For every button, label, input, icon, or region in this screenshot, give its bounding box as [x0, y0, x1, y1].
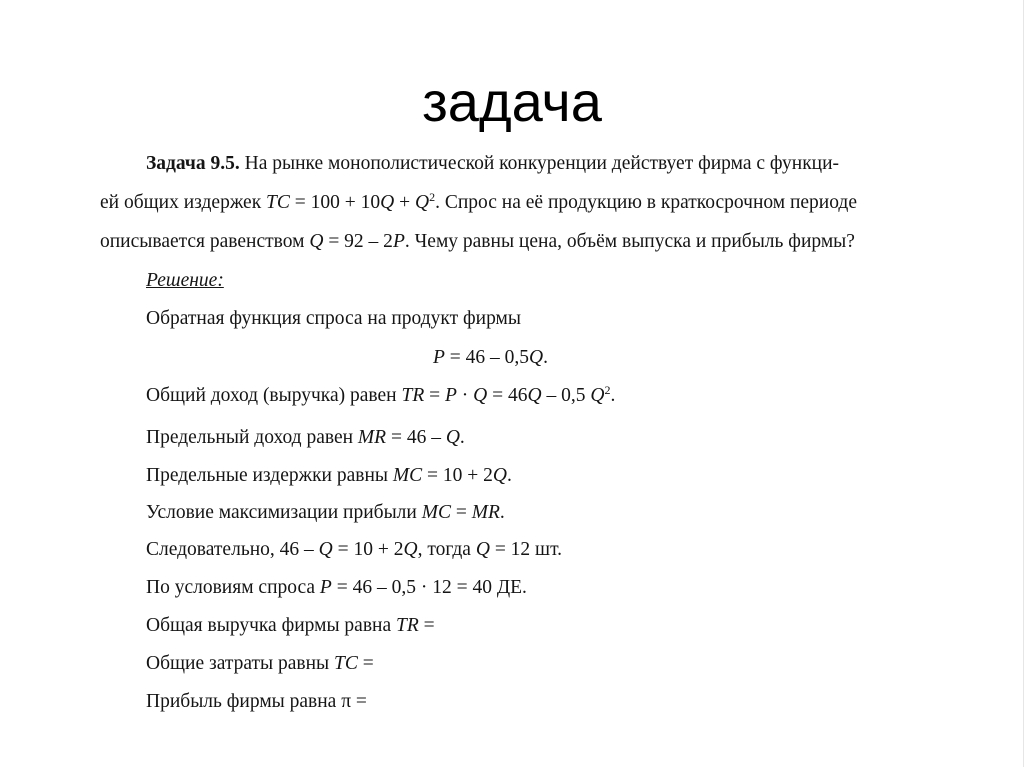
problem-line-3: описывается равенством Q = 92 – 2P. Чему равны цена, объём выпуска и прибыль фирмы?	[100, 231, 855, 252]
problem-line-1: Задача 9.5. На рынке монополистической конкуренции действует фирма с функци-	[146, 153, 840, 174]
solution-heading: Решение:	[146, 270, 224, 291]
problem-line-2: ей общих издержек TC = $100 + 10Q + Q^2$. Спрос на её продукцию в краткосрочном периоде	[100, 190, 858, 213]
solution-line-11: Прибыль фирмы равна π =	[146, 691, 367, 712]
solution-line-5: Предельные издержки равны MC = 10 + 2Q.	[146, 465, 512, 486]
solution-line-10: Общие затраты равны TC =	[146, 653, 374, 674]
solution-line-4: Предельный доход равен MR = 46 – Q.	[146, 427, 465, 448]
solution-line-3: Общий доход (выручка) равен TR = P · Q = 46Q – 0,5 $Q^2$.	[146, 383, 616, 406]
solution-line-6: Условие максимизации прибыли MC = MR.	[146, 502, 505, 523]
slide-title: задача	[422, 70, 602, 133]
solution-line-7: Следовательно, 46 – Q = 10 + 2Q, тогда Q = 12 шт.	[146, 539, 563, 560]
solution-line-8: По условиям спроса P = 46 – 0,5 · 12 = 40 ДЕ.	[146, 577, 527, 598]
solution-line-1: Обратная функция спроса на продукт фирмы	[146, 308, 521, 329]
solution-line-9: Общая выручка фирмы равна TR =	[146, 615, 435, 636]
problem-label: Задача 9.5.	[146, 153, 240, 174]
solution-line-2: P = 46 – 0,5Q.	[433, 347, 549, 368]
